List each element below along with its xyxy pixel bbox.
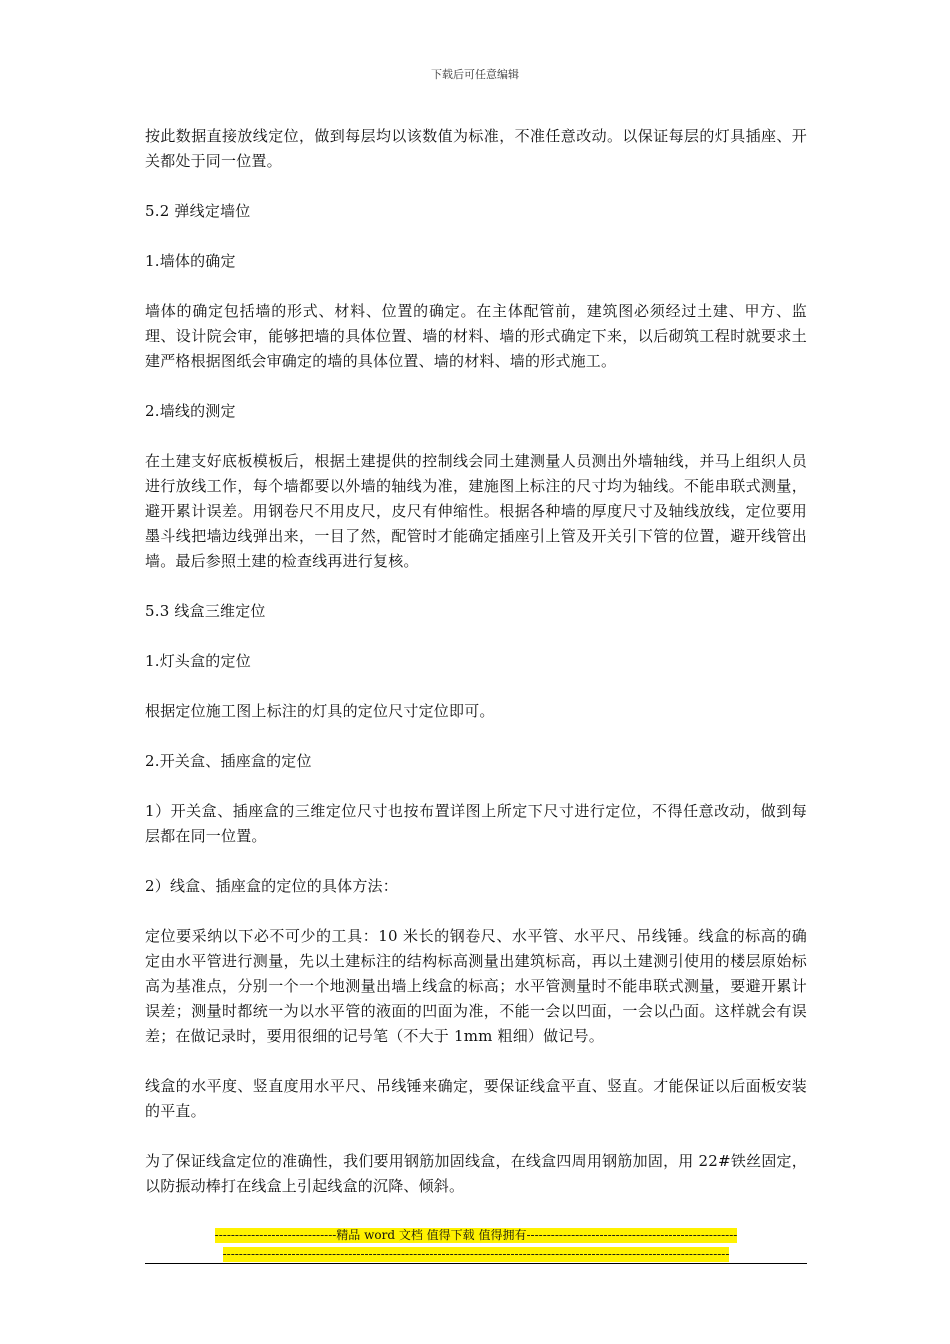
footer-dash-line: ----------------------------------------------------------------------------------------------------------------------------- <box>222 1247 730 1261</box>
paragraph: 为了保证线盒定位的准确性，我们要用钢筋加固线盒，在线盒四周用钢筋加固，用 22#铁丝固定，以防振动棒打在线盒上引起线盒的沉降、倾斜。 <box>145 1152 807 1195</box>
subsection-heading: 1.墙体的确定 <box>145 252 236 270</box>
document-body <box>145 124 807 1224</box>
subsection-heading: 2.开关盒、插座盒的定位 <box>145 752 312 770</box>
paragraph: 1）开关盒、插座盒的三维定位尺寸也按布置详图上所定下尺寸进行定位，不得任意改动，做到每层都在同一位置。 <box>145 802 807 845</box>
subsection-heading: 1.灯头盒的定位 <box>145 652 251 670</box>
paragraph: 线盒的水平度、竖直度用水平尺、吊线锤来确定，要保证线盒平直、竖直。才能保证以后面板安装的平直。 <box>145 1077 807 1120</box>
paragraph: 根据定位施工图上标注的灯具的定位尺寸定位即可。 <box>145 702 495 720</box>
footer-divider <box>145 1263 807 1264</box>
section-heading: 5.2 弹线定墙位 <box>145 202 251 220</box>
paragraph: 2）线盒、插座盒的定位的具体方法： <box>145 877 398 895</box>
page-header: 下载后可任意编辑 <box>431 68 519 81</box>
paragraph: 墙体的确定包括墙的形式、材料、位置的确定。在主体配管前，建筑图必须经过土建、甲方、监理、设计院会审，能够把墙的具体位置、墙的材料、墙的形式确定下来，以后砌筑工程时就要求土建严格根据图纸会审确定的墙的具体位置、墙的材料、墙的形式施工。 <box>145 302 807 370</box>
page-footer <box>145 1228 807 1266</box>
footer-banner-line: ------------------------------精品 word 文档 值得下载 值得拥有---------------------------------------------------- <box>214 1228 738 1242</box>
paragraph: 在土建支好底板模板后，根据土建提供的控制线会同土建测量人员测出外墙轴线，并马上组织人员进行放线工作，每个墙都要以外墙的轴线为准，建施图上标注的尺寸均为轴线。不能串联式测量，避开累计误差。用钢卷尺不用皮尺，皮尺有伸缩性。根据各种墙的厚度尺寸及轴线放线，定位要用墨斗线把墙边线弹出来，一目了然，配管时才能确定插座引上管及开关引下管的位置，避开线管出墙。最后参照土建的检查线再进行复核。 <box>145 452 807 570</box>
paragraph: 定位要采纳以下必不可少的工具：10 米长的钢卷尺、水平管、水平尺、吊线锤。线盒的标高的确定由水平管进行测量，先以土建标注的结构标高测量出建筑标高，再以土建测引使用的楼层原始标高为基准点，分别一个一个地测量出墙上线盒的标高；水平管测量时不能串联式测量，要避开累计误差；测量时都统一为以水平管的液面的凹面为准，不能一会以凹面，一会以凸面。这样就会有误差；在做记录时，要用很细的记号笔（不大于 1mm 粗细）做记号。 <box>145 927 807 1045</box>
section-heading: 5.3 线盒三维定位 <box>145 602 266 620</box>
subsection-heading: 2.墙线的测定 <box>145 402 236 420</box>
paragraph: 按此数据直接放线定位，做到每层均以该数值为标准，不准任意改动。以保证每层的灯具插座、开关都处于同一位置。 <box>145 127 807 170</box>
